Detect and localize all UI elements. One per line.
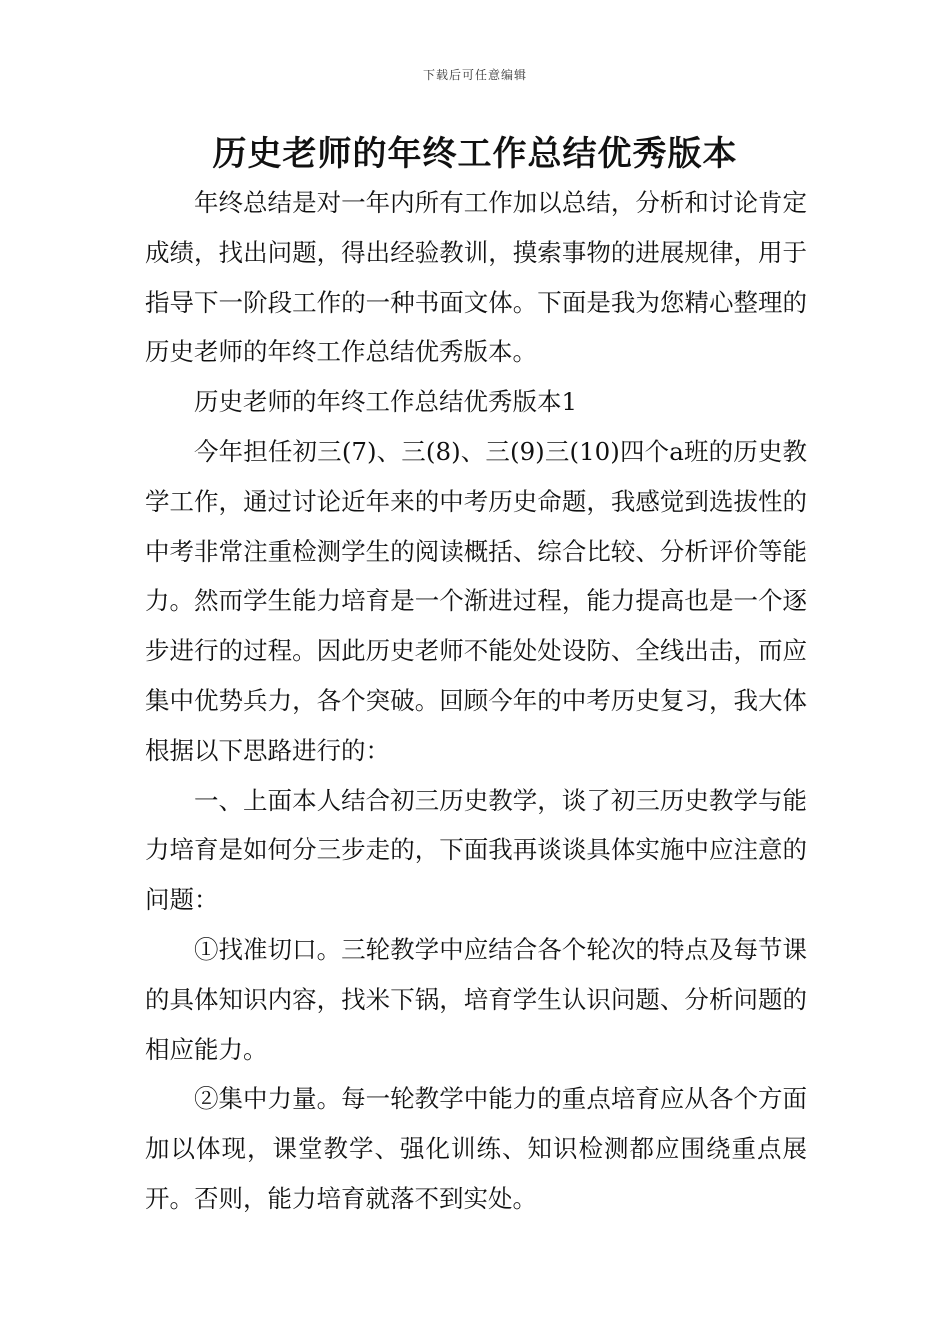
page-title: 历史老师的年终工作总结优秀版本: [212, 134, 738, 174]
body-paragraph: 一、上面本人结合初三历史教学，谈了初三历史教学与能力培育是如何分三步走的，下面我再谈谈具体实施中应注意的问题：: [145, 785, 807, 915]
intro-paragraph: 年终总结是对一年内所有工作加以总结，分析和讨论肯定成绩，找出问题，得出经验教训，摸索事物的进展规律，用于指导下一阶段工作的一种书面文体。下面是我为您精心整理的历史老师的年终工作总结优秀版本。: [145, 188, 807, 367]
body-paragraph: ②集中力量。每一轮教学中能力的重点培育应从各个方面加以体现，课堂教学、强化训练、知识检测都应围绕重点展开。否则，能力培育就落不到实处。: [145, 1084, 807, 1213]
body-paragraph: 今年担任初三(7)、三(8)、三(9)三(10)四个a班的历史教学工作，通过讨论近年来的中考历史命题，我感觉到选拔性的中考非常注重检测学生的阅读概括、综合比较、分析评价等能力。然而学生能力培育是一个渐进过程，能力提高也是一个逐步进行的过程。因此历史老师不能处处设防、全线出击，而应集中优势兵力，各个突破。回顾今年的中考历史复习，我大体根据以下思路进行的：: [145, 436, 807, 765]
body-paragraph: ①找准切口。三轮教学中应结合各个轮次的特点及每节课的具体知识内容，找米下锅，培育学生认识问题、分析问题的相应能力。: [145, 934, 807, 1064]
document-body: [145, 178, 807, 1224]
header-note: 下载后可任意编辑: [422, 68, 527, 82]
section-heading: 历史老师的年终工作总结优秀版本1: [194, 387, 578, 417]
